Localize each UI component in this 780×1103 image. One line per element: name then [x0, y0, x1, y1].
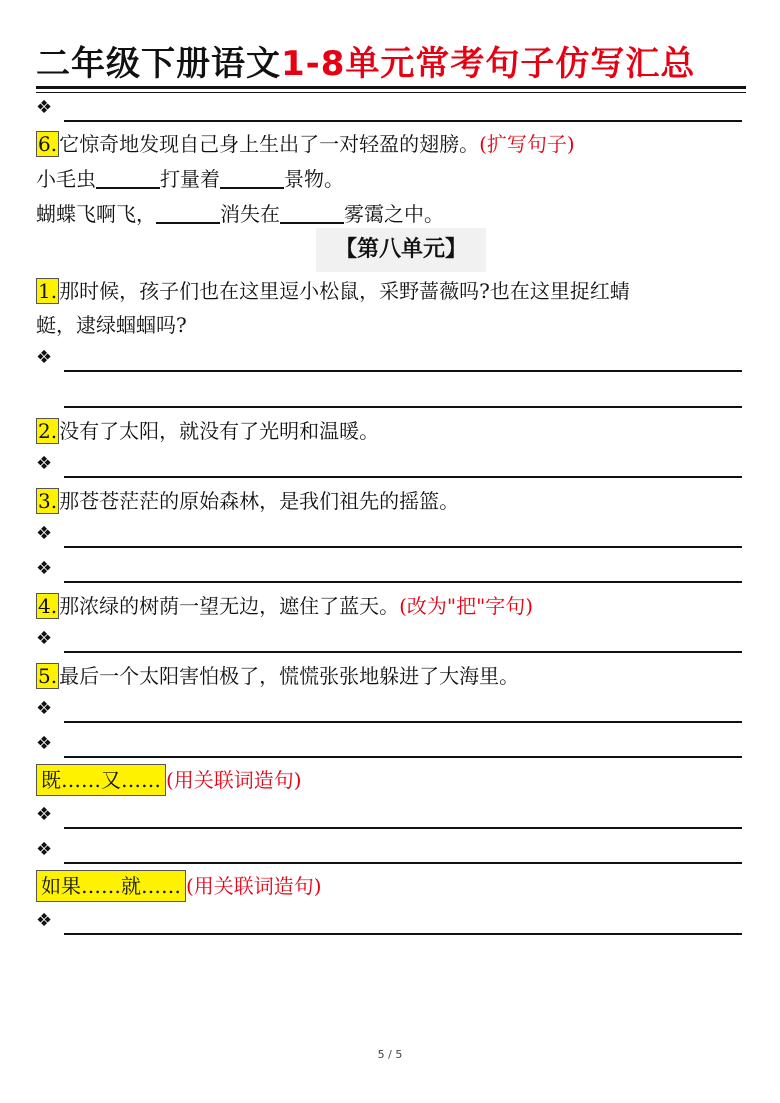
diamond-bullet-icon: ❖: [36, 839, 53, 860]
question-text: 它惊奇地发现自己身上生出了一对轻盈的翅膀。: [59, 132, 480, 156]
page-number: 5 / 5: [377, 1048, 403, 1061]
u8-question-4: [36, 590, 748, 622]
page-title: [36, 38, 746, 90]
title-red-part: 1-8单元常考句子仿写汇总: [281, 44, 696, 84]
diamond-bullet-icon: ❖: [36, 698, 53, 719]
diamond-bullet-icon: ❖: [36, 628, 53, 649]
answer-line[interactable]: [36, 96, 742, 122]
u8-question-2: [36, 415, 748, 447]
answer-line[interactable]: [36, 732, 742, 758]
diamond-bullet-icon: ❖: [36, 733, 53, 754]
question-text: 那时候，孩子们也在这里逗小松鼠，采野蔷薇吗?也在这里捉红蜻: [59, 279, 630, 303]
u8-question-3: [36, 485, 748, 517]
u8-question-1-cont: 蜓，逮绿蝈蝈吗?: [36, 313, 187, 337]
answer-line[interactable]: [36, 346, 742, 372]
answer-line[interactable]: [36, 557, 742, 583]
question-text: 那浓绿的树荫一望无边，遮住了蓝天。: [59, 594, 400, 618]
connective-words: 既……又……: [36, 764, 166, 796]
fill-text: 打量着: [160, 167, 220, 191]
question-hint: (用关联词造句): [186, 874, 322, 898]
fill-blank[interactable]: [220, 165, 284, 189]
answer-line[interactable]: [36, 452, 742, 478]
diamond-bullet-icon: ❖: [36, 347, 53, 368]
fill-line-2: [36, 198, 748, 230]
title-rule-thin: [36, 92, 746, 93]
question-number: 5.: [38, 664, 58, 688]
question-hint: (扩写句子): [479, 132, 575, 156]
fill-text: 消失在: [220, 202, 280, 226]
fill-blank[interactable]: [156, 200, 220, 224]
diamond-bullet-icon: ❖: [36, 558, 53, 579]
diamond-bullet-icon: ❖: [36, 804, 53, 825]
diamond-bullet-icon: ❖: [36, 523, 53, 544]
answer-line[interactable]: [36, 803, 742, 829]
u8-question-5: [36, 660, 748, 692]
question-number: 3.: [38, 489, 58, 513]
question-hint: (用关联词造句): [166, 768, 302, 792]
answer-line[interactable]: [36, 838, 742, 864]
fill-text: 雾霭之中。: [344, 202, 444, 226]
question-number: 6.: [38, 132, 58, 156]
title-black-part: 二年级下册语文: [36, 44, 281, 84]
question-hint: (改为"把"字句): [399, 594, 534, 618]
answer-line-blank[interactable]: [64, 406, 742, 408]
answer-line[interactable]: [36, 522, 742, 548]
question-number: 4.: [38, 594, 58, 618]
diamond-bullet-icon: ❖: [36, 453, 53, 474]
fill-blank[interactable]: [280, 200, 344, 224]
fill-text: 景物。: [284, 167, 344, 191]
answer-line[interactable]: [36, 697, 742, 723]
question-text: 那苍苍茫茫的原始森林，是我们祖先的摇篮。: [59, 489, 460, 513]
fill-blank[interactable]: [96, 165, 160, 189]
unit-heading: 【第八单元】: [316, 228, 486, 272]
diamond-bullet-icon: ❖: [36, 910, 53, 931]
question-number: 1.: [38, 279, 58, 303]
fill-text: 小毛虫: [36, 167, 96, 191]
connective-task-1: [36, 764, 748, 796]
u8-question-1: [36, 275, 748, 307]
fill-line-1: [36, 163, 748, 195]
question-text: 最后一个太阳害怕极了，慌慌张张地躲进了大海里。: [59, 664, 520, 688]
question-number: 2.: [38, 419, 58, 443]
question-text: 没有了太阳，就没有了光明和温暖。: [59, 419, 380, 443]
fill-text: 蝴蝶飞啊飞，: [36, 202, 156, 226]
diamond-bullet-icon: ❖: [36, 97, 53, 118]
answer-line[interactable]: [36, 627, 742, 653]
answer-line[interactable]: [36, 909, 742, 935]
connective-words: 如果……就……: [36, 870, 186, 902]
connective-task-2: [36, 870, 748, 902]
question-6: [36, 128, 748, 160]
title-rule-thick: [36, 86, 746, 89]
